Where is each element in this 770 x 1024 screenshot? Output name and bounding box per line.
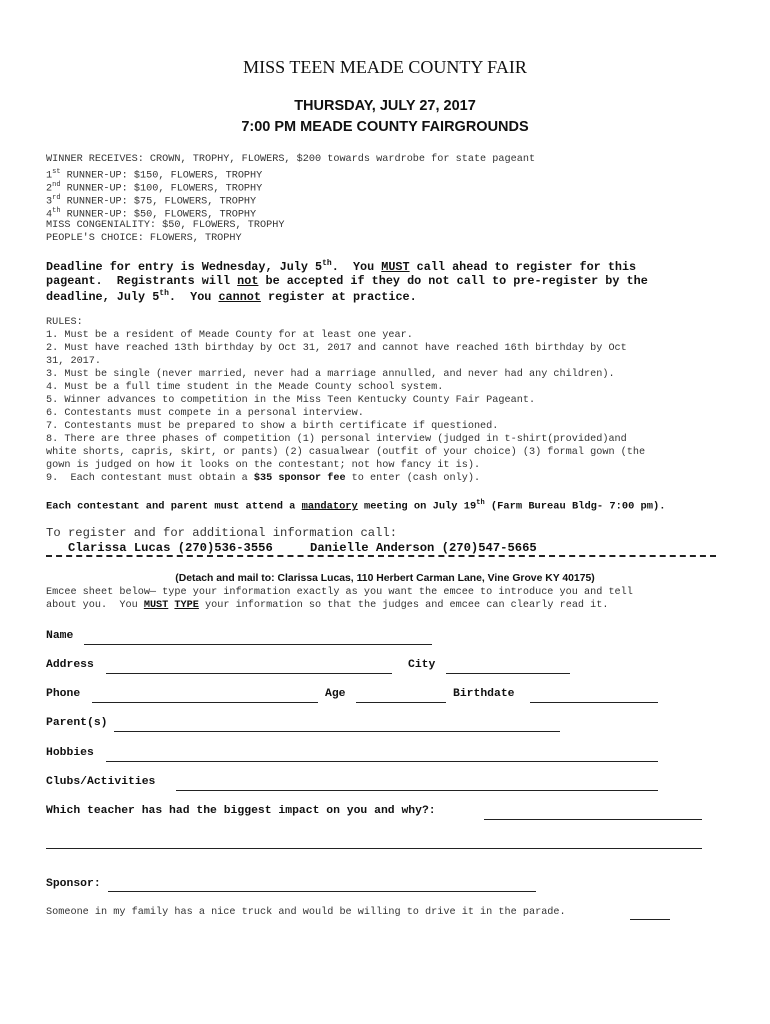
age-field[interactable] [356, 702, 446, 703]
runner-up-4-prize: 4th RUNNER-UP: $50, FLOWERS, TROPHY [46, 207, 257, 221]
runner-up-2-prize: 2nd RUNNER-UP: $100, FLOWERS, TROPHY [46, 181, 263, 195]
rule-3: 3. Must be single (never married, never had a marriage annulled, and never had any children). [46, 369, 615, 380]
teacher-question: Which teacher has had the biggest impact on you and why?: [46, 805, 436, 817]
phone-field[interactable] [92, 702, 318, 703]
rule-2-cont: 31, 2017. [46, 356, 102, 367]
register-info: To register and for additional information call: [46, 526, 398, 540]
address-label: Address [46, 659, 94, 671]
parents-field[interactable] [114, 731, 560, 732]
clubs-label: Clubs/Activities [46, 776, 156, 788]
emcee-instructions-2: about you. You MUST TYPE your information so that the judges and emcee can clearly read it. [46, 600, 609, 611]
emcee-instructions-1: Emcee sheet below— type your information exactly as you want the emcee to introduce you and tell [46, 587, 633, 598]
rule-1: 1. Must be a resident of Meade County for at least one year. [46, 330, 413, 341]
detach-divider [46, 555, 716, 557]
rule-2: 2. Must have reached 13th birthday by Oct 31, 2017 and cannot have reached 16th birthday by Oct [46, 343, 627, 354]
phone-label: Phone [46, 688, 81, 700]
rule-8-cont-2: gown is judged on how it looks on the contestant; not how fancy it is). [46, 460, 481, 471]
name-field[interactable] [84, 644, 432, 645]
birthdate-field[interactable] [530, 702, 658, 703]
winner-prize: WINNER RECEIVES: CROWN, TROPHY, FLOWERS, $200 towards wardrobe for state pageant [46, 154, 536, 165]
clubs-field[interactable] [176, 790, 658, 791]
event-time-location: 7:00 PM MEADE COUNTY FAIRGROUNDS [241, 119, 529, 135]
city-label: City [408, 659, 436, 671]
contact-danielle: Danielle Anderson (270)547-5665 [310, 541, 537, 555]
deadline-line-1: Deadline for entry is Wednesday, July 5th. You MUST call ahead to register for this [46, 259, 637, 274]
rule-7: 7. Contestants must be prepared to show a birth certificate if questioned. [46, 421, 499, 432]
birthdate-label: Birthdate [453, 688, 515, 700]
teacher-field[interactable] [484, 819, 702, 820]
hobbies-label: Hobbies [46, 747, 94, 759]
sponsor-field[interactable] [108, 891, 536, 892]
rules-heading: RULES: [46, 317, 83, 328]
rule-8-cont-1: white shorts, capris, skirt, or pants) (2) casualwear (outfit of your choice) (3) formal gown (the [46, 447, 646, 458]
truck-question: Someone in my family has a nice truck and would be willing to drive it in the parade. [46, 907, 566, 918]
runner-up-3-prize: 3rd RUNNER-UP: $75, FLOWERS, TROPHY [46, 194, 257, 208]
meeting-notice: Each contestant and parent must attend a mandatory meeting on July 19th (Farm Bureau Bldg- 7:00 pm). [46, 499, 666, 513]
rule-6: 6. Contestants must compete in a personal interview. [46, 408, 364, 419]
contact-clarissa: Clarissa Lucas (270)536-3556 [68, 541, 273, 555]
hobbies-field[interactable] [106, 761, 658, 762]
rule-8: 8. There are three phases of competition (1) personal interview (judged in t-shirt(provided)and [46, 434, 627, 445]
event-date: THURSDAY, JULY 27, 2017 [294, 98, 476, 114]
detach-address: (Detach and mail to: Clarissa Lucas, 110 Herbert Carman Lane, Vine Grove KY 40175) [175, 573, 595, 584]
name-label: Name [46, 630, 74, 642]
deadline-line-2: pageant. Registrants will not be accepted if they do not call to pre-register by the [46, 274, 648, 288]
age-label: Age [325, 688, 346, 700]
congeniality-prize: MISS CONGENIALITY: $50, FLOWERS, TROPHY [46, 220, 285, 231]
sponsor-label: Sponsor: [46, 878, 101, 890]
teacher-field-cont[interactable] [46, 848, 702, 849]
rule-5: 5. Winner advances to competition in the Miss Teen Kentucky County Fair Pageant. [46, 395, 536, 406]
city-field[interactable] [446, 673, 570, 674]
rule-9: 9. Each contestant must obtain a $35 sponsor fee to enter (cash only). [46, 473, 481, 484]
page-title: MISS TEEN MEADE COUNTY FAIR [243, 57, 527, 77]
runner-up-1-prize: 1st RUNNER-UP: $150, FLOWERS, TROPHY [46, 168, 263, 182]
parents-label: Parent(s) [46, 717, 108, 729]
peoples-choice-prize: PEOPLE'S CHOICE: FLOWERS, TROPHY [46, 233, 242, 244]
rule-4: 4. Must be a full time student in the Meade County school system. [46, 382, 444, 393]
address-field[interactable] [106, 673, 392, 674]
deadline-line-3: deadline, July 5th. You cannot register at practice. [46, 289, 417, 304]
truck-answer-field[interactable] [630, 919, 670, 920]
